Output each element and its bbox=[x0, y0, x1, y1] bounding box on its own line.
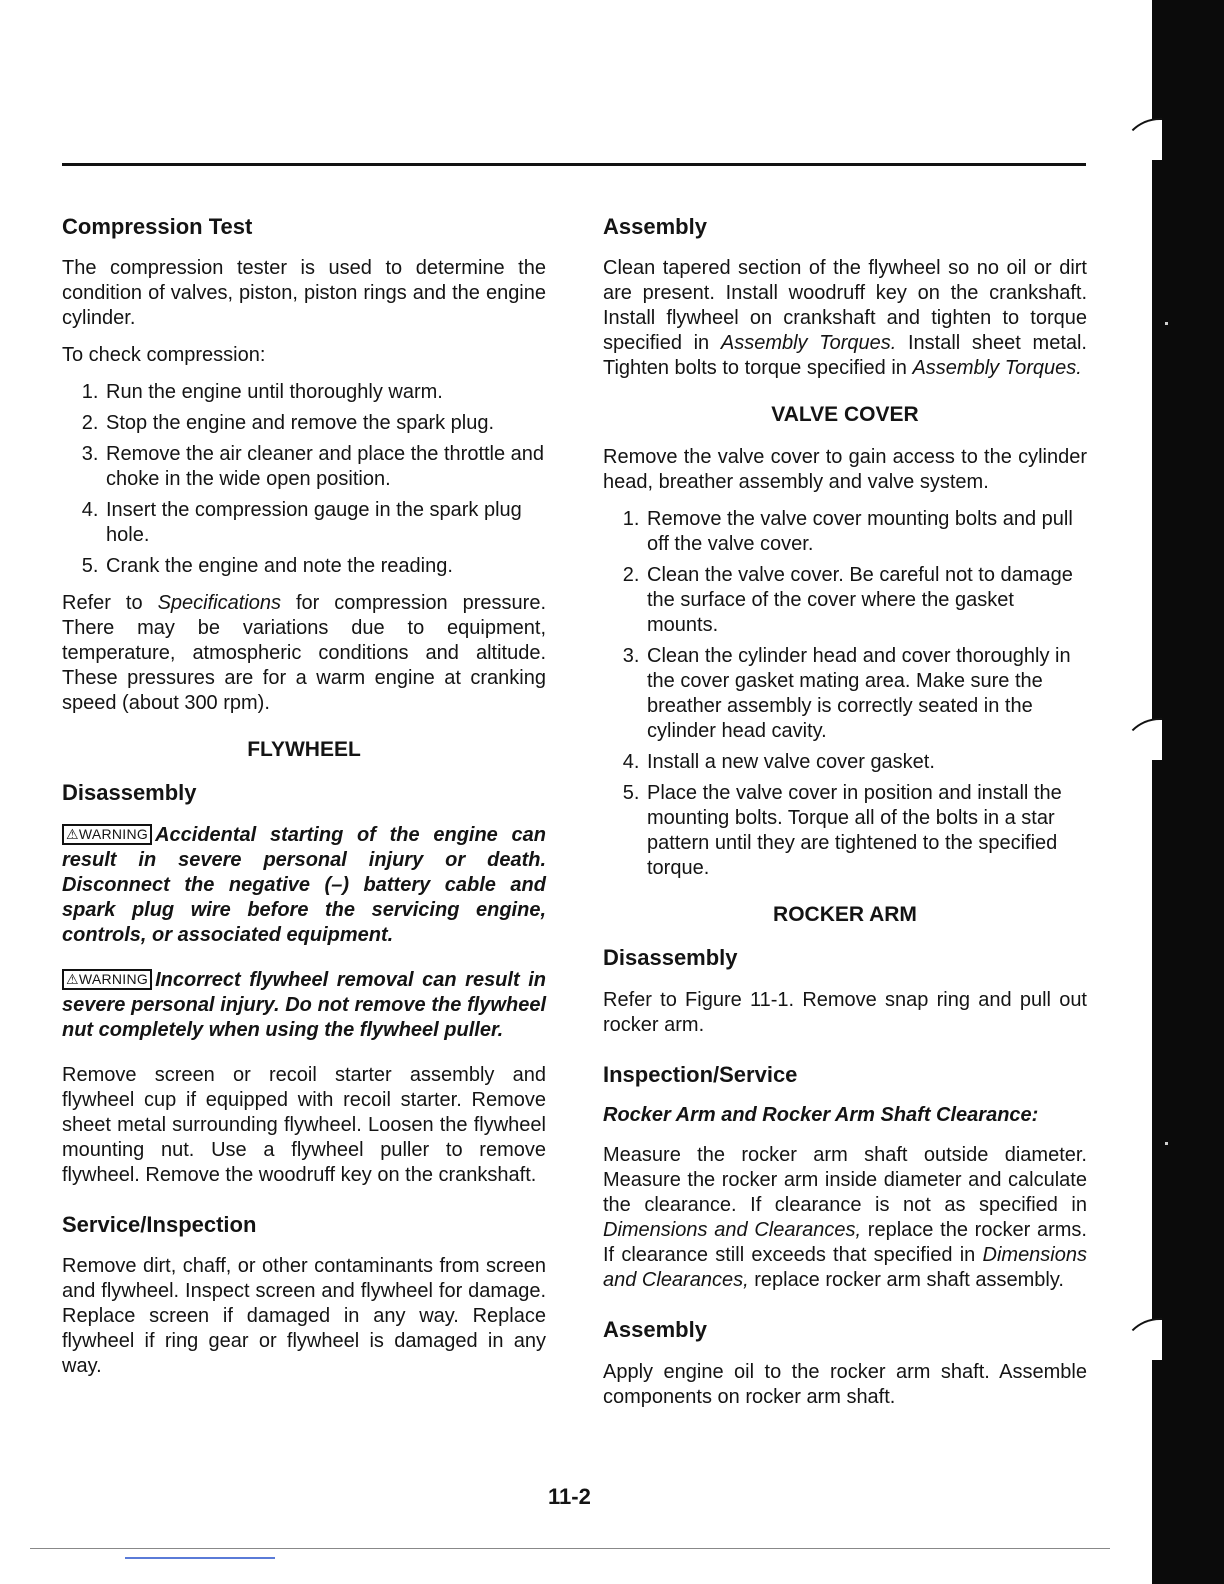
text: Install sheet metal. Tighten bolts to torque specified in bbox=[603, 332, 1087, 380]
scan-dot bbox=[1165, 322, 1168, 325]
flywheel-heading: FLYWHEEL bbox=[247, 738, 361, 762]
list-item: 1. Run the engine until thoroughly warm. bbox=[104, 380, 546, 405]
header-rule bbox=[62, 163, 1086, 166]
service-inspection-heading: Service/Inspection bbox=[62, 1211, 257, 1237]
text: Clean tapered section of the flywheel so no oil or dirt are present. Install woodruff key on the crankshaft. Install flywheel on crankshaft and tighten to torque specified in bbox=[603, 257, 1087, 355]
valve-cover-heading: VALVE COVER bbox=[771, 403, 919, 427]
scan-dot bbox=[1165, 1142, 1168, 1145]
text: Refer to bbox=[62, 592, 158, 615]
footer-blue-line bbox=[125, 1557, 275, 1559]
inspection-service-heading: Inspection/Service bbox=[603, 1061, 798, 1087]
assembly-torques-ref: Assembly Torques. bbox=[912, 357, 1082, 380]
list-item: 2. Clean the valve cover. Be careful not to damage the surface of the cover where the gasket mounts. bbox=[645, 563, 1087, 638]
dimensions-ref: Dimensions and Clearances, bbox=[603, 1244, 1087, 1292]
rocker-assembly-heading: Assembly bbox=[603, 1317, 707, 1343]
warning-badge: ⚠WARNING bbox=[62, 969, 152, 990]
binder-notch bbox=[1120, 1318, 1162, 1360]
warning-text: Accidental starting of the engine can result in severe personal injury or death. Disconnect the negative (–) battery cable and spark plug wire before the servicing engine, controls, or associated equipment. bbox=[62, 823, 546, 946]
rocker-disassembly-heading: Disassembly bbox=[603, 945, 738, 971]
warning-accidental-start bbox=[62, 823, 546, 948]
valve-cover-steps bbox=[603, 507, 1087, 881]
valve-cover-intro: Remove the valve cover to gain access to the cylinder head, breather assembly and valve system. bbox=[603, 446, 1087, 494]
warning-flywheel-removal bbox=[62, 968, 546, 1043]
page-edge-bar bbox=[1152, 0, 1224, 1584]
list-item: 1. Remove the valve cover mounting bolts and pull off the valve cover. bbox=[645, 507, 1087, 557]
left-column bbox=[62, 214, 546, 1391]
rocker-assembly-text: Apply engine oil to the rocker arm shaft. Assemble components on rocker arm shaft. bbox=[603, 1360, 1087, 1408]
text: for compression pressure. There may be variations due to equipment, temperature, atmospheric conditions and altitude. These pressures are for a warm engine at cranking speed (about 300 rpm). bbox=[62, 592, 547, 715]
text: Measure the rocker arm shaft outside diameter. Measure the rocker arm inside diameter and calculate the clearance. If clearance is not as specified in bbox=[603, 1144, 1087, 1217]
binder-notch bbox=[1120, 118, 1162, 160]
service-inspection-text: Remove dirt, chaff, or other contaminants from screen and flywheel. Inspect screen and flywheel for damage. Replace screen if damaged in any way. Replace flywheel if ring gear or flywheel is damaged in any way. bbox=[62, 1255, 546, 1378]
rocker-disassembly-text: Refer to Figure 11-1. Remove snap ring and pull out rocker arm. bbox=[603, 988, 1087, 1036]
clearance-text bbox=[603, 1143, 1087, 1293]
clearance-subheading: Rocker Arm and Rocker Arm Shaft Clearance: bbox=[603, 1104, 1039, 1127]
specifications-paragraph bbox=[62, 591, 546, 716]
text: replace the rocker arms. If clearance still exceeds that specified in bbox=[603, 1219, 1087, 1267]
warning-text: Incorrect flywheel removal can result in severe personal injury. Do not remove the flywheel nut completely when using the flywheel puller. bbox=[62, 968, 546, 1041]
compression-intro: The compression tester is used to determine the condition of valves, piston, piston rings and the engine cylinder. bbox=[62, 257, 546, 330]
disassembly-heading: Disassembly bbox=[62, 780, 197, 806]
list-item: 5. Crank the engine and note the reading. bbox=[104, 554, 546, 579]
page-number: 11-2 bbox=[548, 1484, 591, 1509]
assembly-torques-ref: Assembly Torques. bbox=[720, 332, 897, 355]
list-item: 4. Insert the compression gauge in the spark plug hole. bbox=[104, 498, 546, 548]
dimensions-ref: Dimensions and Clearances, bbox=[603, 1219, 862, 1242]
assembly-text bbox=[603, 256, 1087, 381]
specifications-ref: Specifications bbox=[157, 592, 281, 615]
footer-rule bbox=[30, 1548, 1110, 1549]
list-item: 4. Install a new valve cover gasket. bbox=[645, 750, 1087, 775]
check-intro: To check compression: bbox=[62, 344, 266, 367]
rocker-arm-heading: ROCKER ARM bbox=[773, 903, 917, 927]
list-item: 5. Place the valve cover in position and install the mounting bolts. Torque all of the bolts in a star pattern until they are tightened to the specified torque. bbox=[645, 781, 1087, 881]
compression-steps bbox=[62, 380, 546, 579]
compression-test-heading: Compression Test bbox=[62, 214, 253, 239]
text: replace rocker arm shaft assembly. bbox=[748, 1269, 1064, 1292]
list-item: 3. Clean the cylinder head and cover thoroughly in the cover gasket mating area. Make sure the breather assembly is correctly seated in the cylinder head cavity. bbox=[645, 644, 1087, 744]
binder-notch bbox=[1120, 718, 1162, 760]
assembly-heading: Assembly bbox=[603, 214, 707, 239]
list-item: 2. Stop the engine and remove the spark plug. bbox=[104, 411, 546, 436]
flywheel-removal-text: Remove screen or recoil starter assembly and flywheel cup if equipped with recoil starter. Remove sheet metal surrounding flywheel. Loosen the flywheel mounting nut. Use a flywheel puller to remove flywheel. Remove the woodruff key on the crankshaft. bbox=[62, 1063, 546, 1186]
list-item: 3. Remove the air cleaner and place the throttle and choke in the wide open position. bbox=[104, 442, 546, 492]
right-column bbox=[603, 214, 1087, 1422]
warning-badge: ⚠WARNING bbox=[62, 824, 152, 845]
